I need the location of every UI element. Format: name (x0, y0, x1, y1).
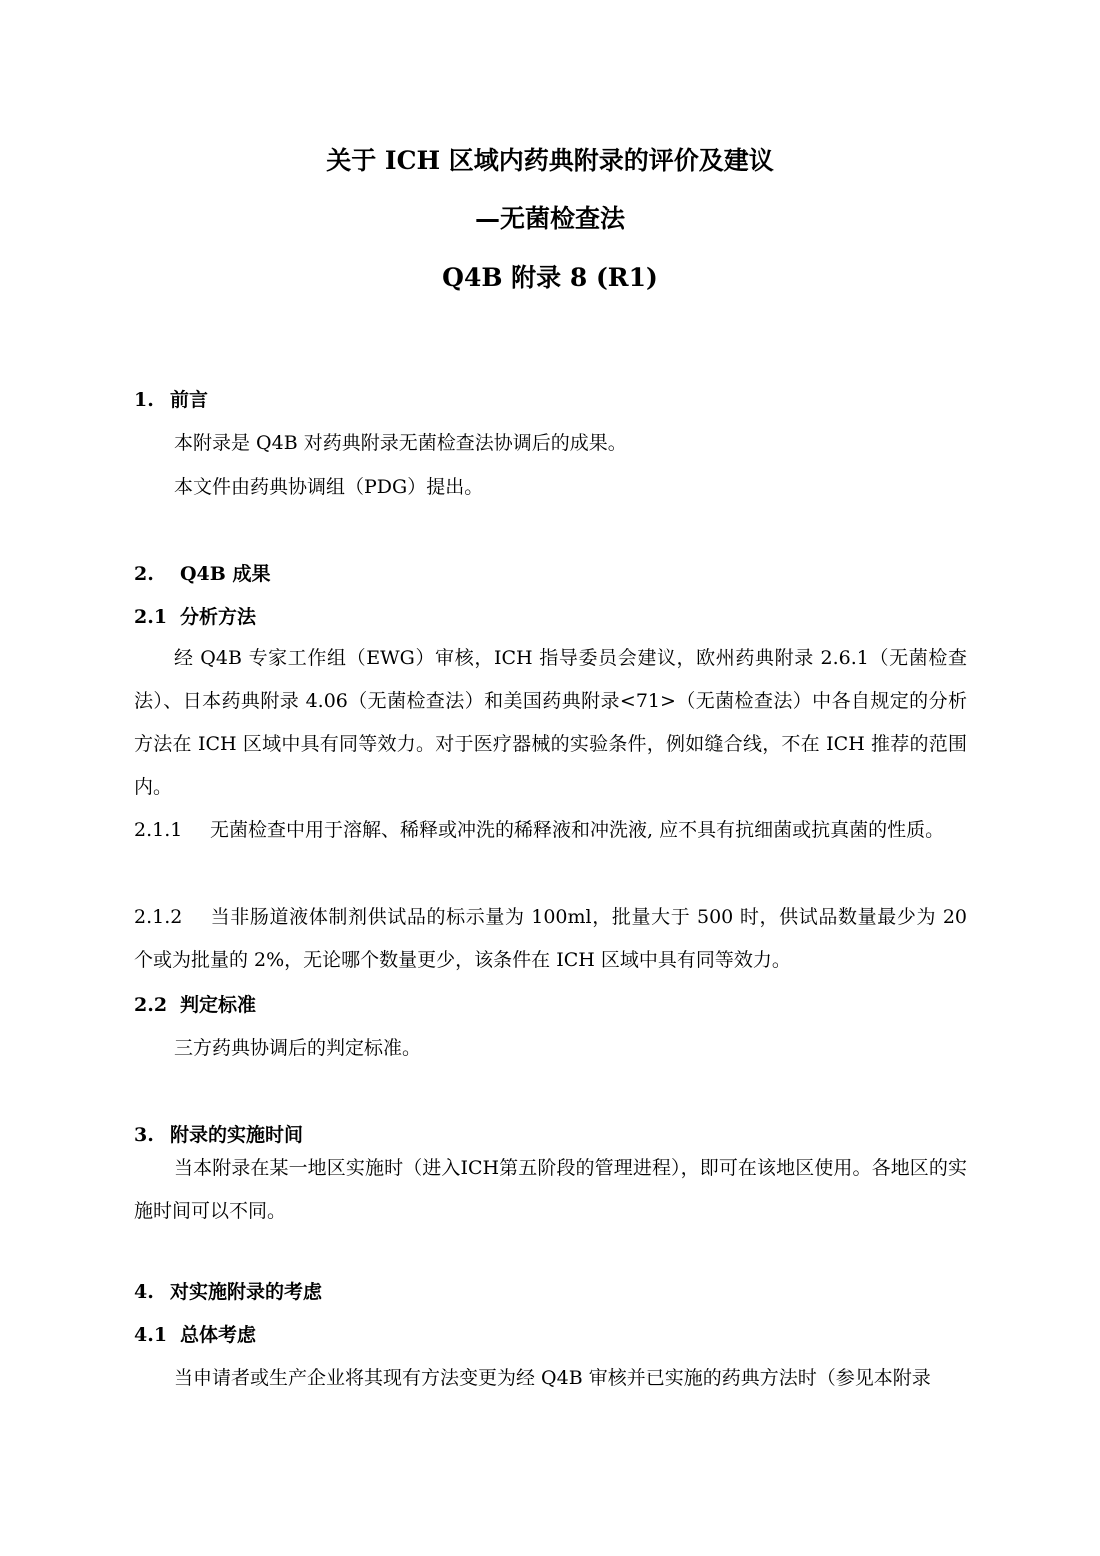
subsection-2-1-title: 分析方法 (180, 606, 257, 628)
subsection-4-1-heading (134, 1322, 256, 1348)
item-2-1-1 (134, 809, 967, 852)
section-1-number: 1. (134, 389, 154, 411)
item-2-1-1-number: 2.1.1 (134, 819, 183, 841)
subsection-4-1-title: 总体考虑 (180, 1324, 257, 1346)
section-3-heading (134, 1122, 303, 1148)
subsection-4-1-number: 4.1 (134, 1324, 168, 1346)
section-1-paragraph-2: 本文件由药典协调组（PDG）提出。 (174, 476, 484, 498)
section-3-number: 3. (134, 1124, 154, 1146)
subsection-2-1-heading (134, 604, 256, 630)
subsection-2-1-number: 2.1 (134, 606, 168, 628)
subsection-2-2-heading (134, 992, 256, 1018)
section-2-heading (134, 561, 270, 587)
item-2-1-2 (134, 896, 967, 982)
section-3-paragraph: 当本附录在某一地区实施时（进入ICH第五阶段的管理进程），即可在该地区使用。各地区的实施时间可以不同。 (134, 1157, 967, 1222)
subsection-4-1-paragraph: 当申请者或生产企业将其现有方法变更为经 Q4B 审核并已实施的药典方法时（参见本附录 (174, 1367, 931, 1389)
section-4-heading (134, 1279, 322, 1305)
section-2-title: Q4B 成果 (180, 563, 271, 585)
subsection-2-1-paragraph: 经 Q4B 专家工作组（EWG）审核，ICH 指导委员会建议，欧州药典附录 2.6.1（无菌检查法）、日本药典附录 4.06（无菌检查法）和美国药典附录<71>（无菌检查法）中各自规定的分析方法在 ICH 区域中具有同等效力。对于医疗器械的实验条件，例如缝合线，不在 ICH 推荐的范围内。 (134, 647, 967, 798)
subsection-2-2-number: 2.2 (134, 994, 168, 1016)
section-1-paragraph-1: 本附录是 Q4B 对药典附录无菌检查法协调后的成果。 (174, 432, 627, 454)
document-title-line1: 关于 ICH 区域内药典附录的评价及建议 (326, 146, 774, 175)
section-2-number: 2. (134, 563, 154, 585)
item-2-1-2-number: 2.1.2 (134, 906, 183, 928)
subsection-2-2-title: 判定标准 (180, 994, 257, 1016)
section-3-title: 附录的实施时间 (170, 1124, 304, 1146)
item-2-1-2-text: 当非肠道液体制剂供试品的标示量为 100ml，批量大于 500 时，供试品数量最少为 20 个或为批量的 2%，无论哪个数量更少，该条件在 ICH 区域中具有同等效力。 (134, 906, 967, 971)
subsection-2-2-paragraph: 三方药典协调后的判定标准。 (174, 1037, 422, 1059)
item-2-1-1-text: 无菌检查中用于溶解、稀释或冲洗的稀释液和冲洗液, 应不具有抗细菌或抗真菌的性质。 (210, 819, 945, 841)
section-4-number: 4. (134, 1281, 154, 1303)
document-title-line2: —无菌检查法 (474, 204, 625, 233)
document-title-line3: Q4B 附录 8 (R1) (442, 263, 658, 292)
section-1-heading (134, 387, 208, 413)
section-1-title: 前言 (170, 389, 209, 411)
section-4-title: 对实施附录的考虑 (170, 1281, 323, 1303)
